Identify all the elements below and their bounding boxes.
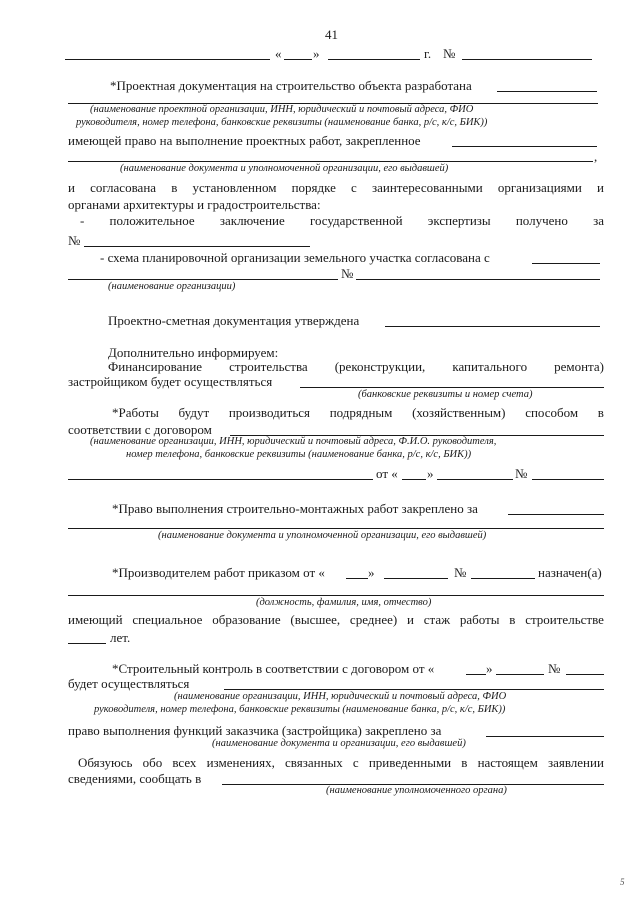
- expertise-number-sign: №: [68, 233, 81, 248]
- project-docs-line: *Проектная документация на строительство объекта разработана: [110, 78, 472, 93]
- control-day-blank[interactable]: [466, 674, 486, 675]
- project-right-comma: ,: [594, 149, 598, 164]
- project-right-blank-2[interactable]: [68, 161, 593, 162]
- works-manager-appointed: назначен(а): [538, 565, 602, 580]
- header-day-blank[interactable]: [284, 59, 312, 60]
- site-plan-org-blank[interactable]: [532, 263, 600, 264]
- project-org-note-2: руководителя, номер телефона, банковские реквизиты (наименование банка, р/с, к/с, БИК)): [76, 117, 488, 128]
- developer-financing-line: застройщиком будет осуществляться: [68, 374, 273, 389]
- site-plan-number-blank[interactable]: [356, 279, 600, 280]
- construction-rights-note: (наименование документа и уполномоченной организации, его выдавшей): [158, 530, 487, 541]
- authority-note: (наименование уполномоченного органа): [326, 785, 507, 796]
- contract-org-note-1: (наименование организации, ИНН, юридический и почтовый адреса, Ф.И.О. руководителя,: [90, 436, 497, 447]
- customer-functions-line: право выполнения функций заказчика (застройщика) закреплено за: [68, 723, 442, 738]
- header-month-blank[interactable]: [328, 59, 420, 60]
- construction-rights-blank[interactable]: [508, 514, 604, 515]
- control-number-sign: №: [548, 661, 561, 676]
- construction-control-line: *Строительный контроль в соответствии с договором от «: [112, 661, 435, 676]
- project-org-blank-1[interactable]: [497, 91, 597, 92]
- bank-details-blank[interactable]: [300, 387, 604, 388]
- construction-rights-blank-2[interactable]: [68, 528, 604, 529]
- site-plan-org-note: (наименование организации): [108, 281, 236, 292]
- architecture-line: органами архитектуры и градостроительства:: [68, 197, 321, 212]
- project-right-note: (наименование документа и уполномоченной организации, его выдавшей): [120, 163, 449, 174]
- expertise-line: - положительное заключение государственной экспертизы получено за: [80, 213, 604, 228]
- contract-line: соответствии с договором: [68, 422, 212, 437]
- works-manager-month-blank[interactable]: [384, 578, 448, 579]
- control-month-blank[interactable]: [496, 674, 544, 675]
- header-quote-close: »: [313, 46, 320, 61]
- contract-date-close: »: [427, 466, 434, 481]
- contract-org-blank-2[interactable]: [68, 479, 373, 480]
- works-method-line: *Работы будут производиться подрядным (хозяйственным) способом в: [112, 405, 604, 420]
- control-date-close: »: [486, 661, 493, 676]
- site-plan-number-sign: №: [341, 266, 354, 281]
- contract-date-from: от «: [376, 466, 398, 481]
- header-place-blank[interactable]: [65, 59, 270, 60]
- header-year-suffix: г.: [424, 46, 432, 61]
- page-number: 41: [325, 27, 338, 42]
- control-org-note-1: (наименование организации, ИНН, юридический и почтовый адреса, ФИО: [174, 691, 507, 702]
- customer-functions-note: (наименование документа и организации, его выдавшей): [212, 738, 466, 749]
- estimate-approved-blank[interactable]: [385, 326, 600, 327]
- obligation-line: Обязуюсь обо всех изменениях, связанных с приведенными в настоящем заявлении: [78, 755, 604, 770]
- experience-years-suffix: лет.: [110, 630, 131, 645]
- project-org-note-1: (наименование проектной организации, ИНН, юридический и почтовый адреса, ФИО: [90, 104, 474, 115]
- contract-number-blank[interactable]: [532, 479, 604, 480]
- control-performed-line: будет осуществляться: [68, 676, 190, 691]
- works-manager-name-blank[interactable]: [68, 595, 604, 596]
- contract-day-blank[interactable]: [402, 479, 426, 480]
- control-org-blank[interactable]: [224, 689, 604, 690]
- contract-org-note-2: номер телефона, банковские реквизиты (наименование банка, р/с, к/с, БИК)): [126, 449, 472, 460]
- works-manager-line-b: »: [368, 565, 375, 580]
- project-right-blank-1[interactable]: [452, 146, 597, 147]
- experience-years-blank[interactable]: [68, 643, 106, 644]
- agreed-line: и согласована в установленном порядке с заинтересованными организациями и: [68, 180, 604, 195]
- customer-functions-blank[interactable]: [486, 736, 604, 737]
- estimate-approved-line: Проектно-сметная документация утверждена: [108, 313, 360, 328]
- financing-line: Финансирование строительства (реконструкции, капитального ремонта): [108, 359, 604, 374]
- additional-info-line: Дополнительно информируем:: [108, 345, 279, 360]
- contract-number-sign: №: [515, 466, 528, 481]
- project-right-line: имеющей право на выполнение проектных работ, закрепленное: [68, 133, 421, 148]
- education-line: имеющий специальное образование (высшее, среднее) и стаж работы в строительстве: [68, 612, 604, 627]
- construction-rights-line: *Право выполнения строительно-монтажных работ закреплено за: [112, 501, 478, 516]
- works-manager-line-a: *Производителем работ приказом от «: [112, 565, 325, 580]
- contract-month-blank[interactable]: [437, 479, 513, 480]
- works-manager-number-blank[interactable]: [471, 578, 535, 579]
- header-number-sign: №: [443, 46, 456, 61]
- control-org-note-2: руководителя, номер телефона, банковские реквизиты (наименование банка, р/с, к/с, БИК)): [94, 704, 506, 715]
- works-manager-name-note: (должность, фамилия, имя, отчество): [256, 597, 432, 608]
- bank-details-note: (банковские реквизиты и номер счета): [358, 389, 533, 400]
- expertise-number-blank[interactable]: [84, 246, 310, 247]
- works-manager-number-sign: №: [454, 565, 467, 580]
- header-quote-open: «: [275, 46, 282, 61]
- header-number-blank[interactable]: [462, 59, 592, 60]
- site-plan-line: - схема планировочной организации земельного участка согласована с: [100, 250, 490, 265]
- site-plan-org-blank-2[interactable]: [68, 279, 338, 280]
- control-number-blank[interactable]: [566, 674, 604, 675]
- works-manager-day-blank[interactable]: [346, 578, 368, 579]
- report-to-line: сведениями, сообщать в: [68, 771, 202, 786]
- corner-mark: 5: [620, 877, 625, 887]
